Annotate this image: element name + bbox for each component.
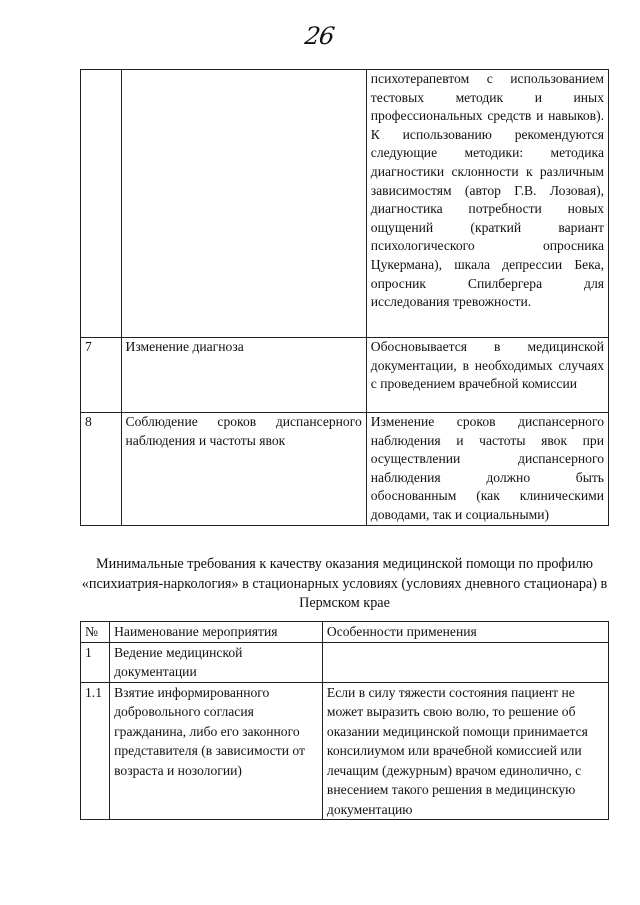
table-cell-features — [322, 642, 608, 682]
table-row — [81, 682, 609, 820]
table-dispensary-requirements — [80, 69, 609, 526]
table-cell-description: Изменение сроков диспансерного наблюдения и частоты явок при осуществлении диспансерного наблюдения должно быть обоснованным (как клиническими доводами, так и социальными) — [366, 413, 608, 526]
table-cell-number — [81, 70, 122, 338]
table-cell-number: 1 — [81, 642, 110, 682]
table-cell-name: Взятие информированного добровольного согласия гражданина, либо его законного представителя (в зависимости от возраста и нозологии) — [110, 682, 323, 820]
column-header-name: Наименование мероприятия — [110, 622, 323, 643]
table-row — [81, 642, 609, 682]
table-cell-features: Если в силу тяжести состояния пациент не может выразить свою волю, то решение об оказании медицинской помощи принимается консилиумом или врачебной комиссией или лечащим (дежурным) врачом единолично, с внесением такого решения в медицинскую документацию — [322, 682, 608, 820]
table-cell-number: 7 — [81, 338, 122, 413]
column-header-features: Особенности применения — [322, 622, 608, 643]
column-header-number: № — [81, 622, 110, 643]
table-row — [81, 338, 609, 413]
table-row — [81, 413, 609, 526]
table-cell-number: 1.1 — [81, 682, 110, 820]
table-cell-name — [121, 70, 366, 338]
table-row — [81, 70, 609, 338]
table-inpatient-requirements — [80, 621, 609, 820]
table-cell-name: Изменение диагноза — [121, 338, 366, 413]
page-number: 26 — [303, 22, 336, 50]
table-cell-number: 8 — [81, 413, 122, 526]
table-cell-name: Ведение медицинской документации — [110, 642, 323, 682]
table-cell-name: Соблюдение сроков диспансерного наблюдения и частоты явок — [121, 413, 366, 526]
table-cell-description: Обосновывается в медицинской документации, в необходимых случаях с проведением врачебной комиссии — [366, 338, 608, 413]
section-heading: Минимальные требования к качеству оказания медицинской помощи по профилю «психиатрия-наркология» в стационарных условиях (условиях дневного стационара) в Пермском крае — [81, 556, 608, 611]
table-header-row — [81, 622, 609, 643]
table-cell-description: психотерапевтом с использованием тестовых методик и иных профессиональных средств и навыков). К использованию рекомендуются следующие методики: методика диагностики склонности к различным зависимостям (автор Г.В. Лозовая), диагностика потребности новых ощущений (краткий вариант психологического опросника Цукермана), шкала депрессии Бека, опросник Спилбергера для исследования тревожности. — [366, 70, 608, 338]
